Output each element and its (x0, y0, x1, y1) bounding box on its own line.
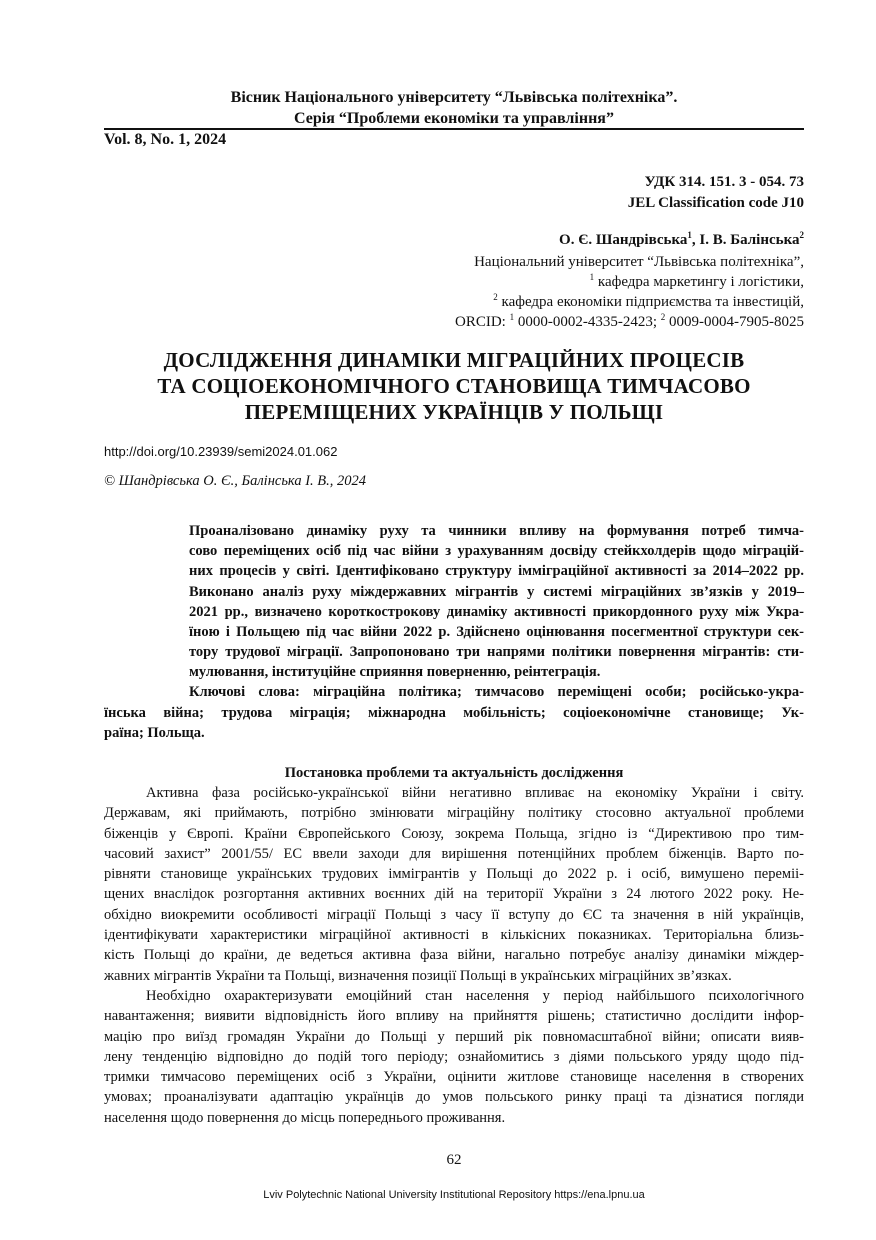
paragraph-line: населення щодо повернення до місць попереднього проживання. (104, 1109, 506, 1126)
volume-info: Vol. 8, No. 1, 2024 (104, 131, 227, 148)
section-heading: Постановка проблеми та актуальність дослідження (284, 765, 624, 781)
paragraph-line: Державам, які приймають, потрібно змінювати міграційну політику стосовно актуальної проблеми (104, 805, 804, 822)
department-2: $^2$ кафедра економіки підприємства та інвестицій, (493, 292, 804, 310)
paragraph-line: тримки тимчасово переміщених осіб з України, оцінити житлове становище населення в створених (104, 1069, 804, 1086)
department-1: $^1$ кафедра маркетингу і логістики, (589, 272, 804, 290)
paragraph-line: навантаження; виявити відповідність його впливу на прийняття рішень; статистично дослідити інфор- (104, 1008, 804, 1025)
paper-title (104, 347, 804, 425)
page-number: 62 (446, 1152, 462, 1168)
paragraph-line: рівняти становище українських трудових іммігрантів у Польщі до 2022 р. і осіб, вимушено переміі- (104, 866, 804, 883)
udc-code: УДК 314. 151. 3 - 054. 73 (644, 174, 804, 190)
paragraph-line: біженців у Європі. Країни Європейського Союзу, зокрема Польща, згідно із “Директивою про тим- (104, 825, 804, 842)
journal-title-line-2: Серія “Проблеми економіки та управління” (294, 110, 614, 127)
keywords (104, 682, 804, 744)
paragraph-line: Необхідно охарактеризувати емоційний стан населення у період найбільшого психологічного (146, 988, 804, 1004)
abstract (189, 521, 804, 683)
abstract-line: 2021 рр., визначено короткострокову динаміку активності прикордонного руху між Укра- (189, 603, 804, 620)
body-paragraph-1 (104, 783, 804, 986)
abstract-line: їною і Польщею під час війни 2022 р. Здійснено оцінювання посегментної структури сек- (189, 624, 804, 641)
abstract-line: сово переміщених осіб під час війни з урахуванням досвіду стейкхолдерів щодо міграцій- (189, 543, 804, 560)
abstract-line: тору трудової міграції. Запропоновано три напрями політики повернення мігрантів: сти- (189, 644, 804, 661)
jel-code: JEL Classification code J10 (627, 195, 804, 211)
classification-codes (628, 172, 804, 214)
paper-title-line: ПЕРЕМІЩЕНИХ УКРАЇНЦІВ У ПОЛЬЩІ (244, 400, 664, 424)
university: Національний університет “Львівська політехніка”, (474, 254, 804, 270)
author-separator: , (691, 232, 700, 248)
copyright: © Шандрівська О. Є., Балінська І. В., 2024 (104, 473, 367, 489)
paragraph-line: ідентифікувати характеристики міграційної активності в кількісних показниках. Територіальна близь- (104, 927, 804, 944)
doi-link[interactable]: http://doi.org/10.23939/semi2024.01.062 (104, 444, 338, 459)
abstract-line: них процесів у світі. Ідентифіковано структуру імміграційної активності за 2014–2022 рр. (189, 563, 804, 580)
header-divider (104, 128, 804, 130)
keywords-line: раїна; Польща. (104, 725, 205, 741)
abstract-line: Виконано аналіз руху міждержавних мігрантів у системі міграційних зв’язків у 2019– (189, 583, 804, 600)
author-2-marker: 2 (799, 230, 804, 240)
paragraph-line: мацію про виїзд громадян України до Польщі у перший рік повномасштабної війни; описати вияв- (104, 1028, 804, 1045)
paragraph-line: кість Польщі до країни, де ведеться активна фаза війни, нагально потребує аналізу динаміки міждер- (104, 947, 804, 964)
paper-title-line: ДОСЛІДЖЕННЯ ДИНАМІКИ МІГРАЦІЙНИХ ПРОЦЕСІВ (163, 348, 745, 372)
author-1-marker: 1 (687, 230, 692, 240)
repository-footer: Lviv Polytechnic National University Institutional Repository https://ena.lpnu.ua (263, 1189, 645, 1201)
paragraph-line: щених внаслідок розгортання активних воєнних дій на території України з 24 лютого 2022 року. Не- (104, 886, 804, 903)
affiliations (455, 252, 804, 332)
paragraph-line: Активна фаза російсько-української війни негативно впливає на економіку України і світу. (146, 785, 804, 801)
journal-title-line-1: Вісник Національного університету “Львівська політехніка”. (230, 89, 678, 106)
paper-title-line: ТА СОЦІОЕКОНОМІЧНОГО СТАНОВИЩА ТИМЧАСОВО (157, 374, 751, 398)
paragraph-line: обхідно виокремити особливості міграції Польщі з часу її вступу до ЄС та значення в ній українців, (104, 906, 804, 923)
author-1: О. Є. Шандрівська (559, 232, 688, 248)
abstract-line: мулювання, інституційне сприяння поверненню, реінтеграція. (189, 664, 601, 681)
body-paragraph-2 (104, 986, 804, 1128)
authors (559, 232, 804, 249)
paragraph-line: часовий захист” 2001/55/ ЕС ввели заходи для вирішення потенційних проблем біженців. Варто по- (104, 845, 804, 862)
keywords-line: Ключові слова: міграційна політика; тимчасово переміщені особи; російсько-укра- (189, 684, 804, 700)
paragraph-line: лену тенденцію відповідно до подій того періоду; ознайомитись з діями польського уряду щодо під- (104, 1048, 804, 1065)
keywords-line: їнська війна; трудова міграція; міжнародна мобільність; соціоекономічне становище; Ук- (104, 704, 804, 721)
paragraph-line: умовах; проаналізувати адаптацію українців до умов польського ринку праці та дізнатися погляди (104, 1089, 804, 1106)
orcid-line: ORCID: $^1$ 0000-0002-4335-2423; $^2$ 0009-0004-7905-8025 (455, 312, 804, 330)
abstract-line: Проаналізовано динаміку руху та чинники впливу на формування потреб тимча- (189, 523, 804, 539)
paragraph-line: жавних мігрантів України та Польщі, визначення позиції Польщі в українських міграційних зв’язках. (104, 967, 732, 984)
author-2: І. В. Балінська (699, 232, 800, 248)
journal-title (104, 87, 804, 129)
